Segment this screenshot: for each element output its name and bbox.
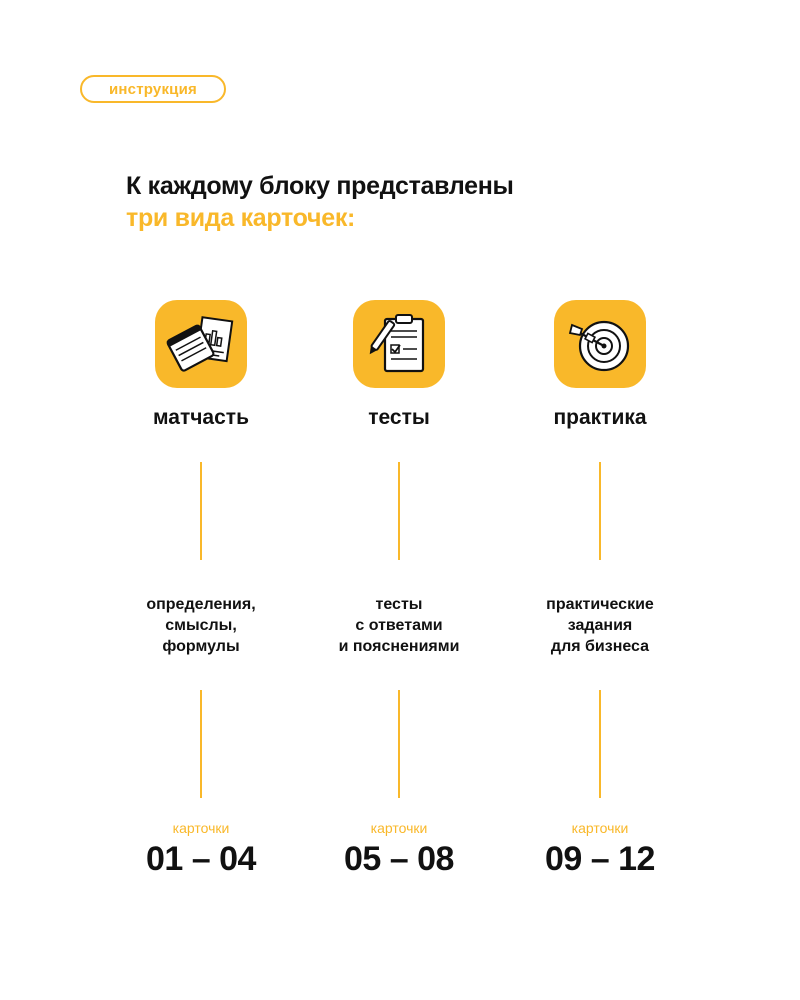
description-line: задания [567,617,633,634]
description-line: смыслы, [165,617,237,634]
heading-line-2: три вида карточек: [126,204,356,232]
description-line: с ответами [355,617,443,634]
page-heading [126,170,514,234]
divider-line [599,462,601,560]
divider-line [599,690,601,798]
heading-line-1: К каждому блоку представлены [126,172,514,200]
cards-label: карточки [571,820,629,836]
description-line: определения, [146,596,256,613]
description-line: для бизнеса [550,638,650,655]
column-title: практика [553,406,647,429]
cards-range: 05 – 08 [344,840,454,878]
cards-range: 09 – 12 [545,840,655,878]
cards-label: карточки [172,820,230,836]
description-line: и пояснениями [338,638,460,655]
column-theory [101,300,301,879]
column-description [339,594,460,660]
book-documents-icon [155,300,247,388]
divider-line [398,462,400,560]
cards-label: карточки [370,820,428,836]
column-title: матчасть [153,406,249,429]
instruction-tag: инструкция [80,75,226,103]
column-title: тесты [368,406,430,429]
description-line: формулы [162,638,240,655]
divider-line [200,690,202,798]
column-description [146,594,255,660]
column-tests [299,300,499,879]
column-description [546,594,654,660]
divider-line [398,690,400,798]
target-dart-icon [554,300,646,388]
clipboard-test-icon [353,300,445,388]
cards-range: 01 – 04 [146,840,256,878]
divider-line [200,462,202,560]
column-practice [500,300,700,879]
description-line: тесты [375,596,423,613]
description-line: практические [546,596,654,613]
